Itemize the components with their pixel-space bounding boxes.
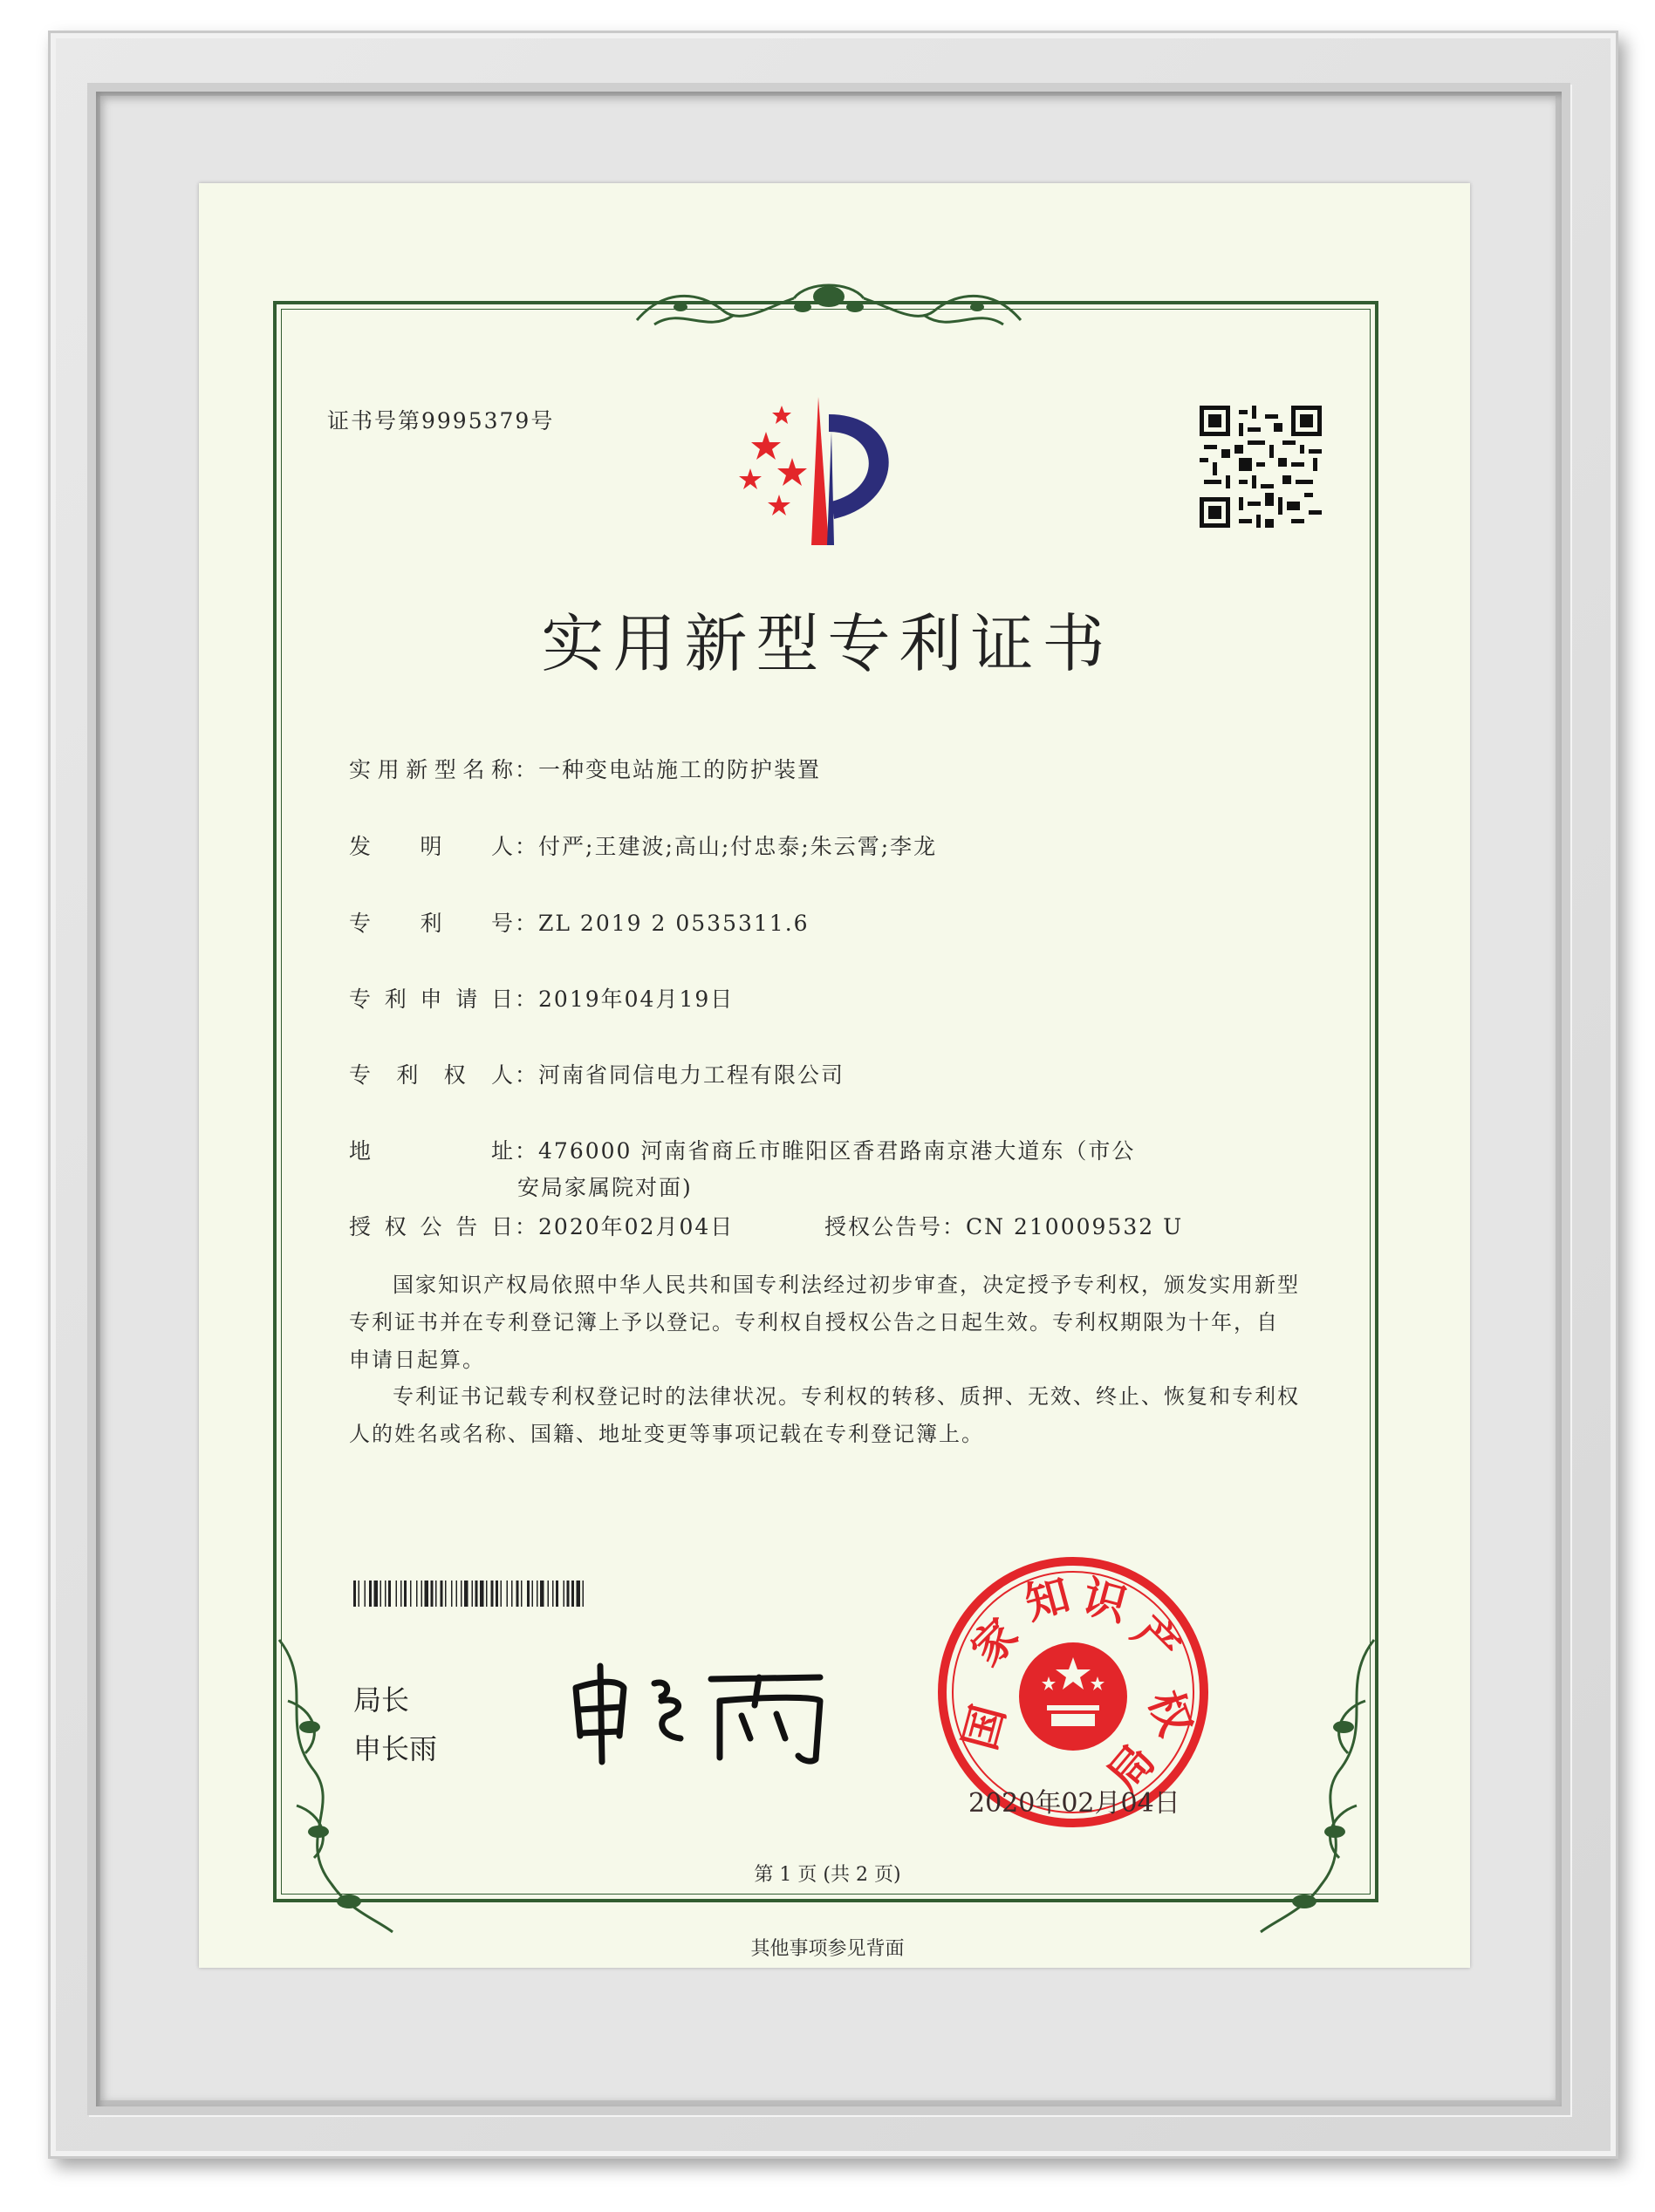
field-value: ZL 2019 2 0535311.6 <box>538 911 810 936</box>
bottom-right-ornament-icon <box>1252 1631 1392 1945</box>
field-value: CN 210009532 U <box>966 1214 1184 1239</box>
field-application-date: 专利申请日：2019年04月19日 <box>349 982 734 1014</box>
page-indicator: 第 1 页 (共 2 页) <box>754 1864 901 1886</box>
svg-text:局: 局 <box>1098 1735 1166 1801</box>
field-value: 476000 河南省商丘市睢阳区香君路南京港大道东（市公 <box>538 1138 1136 1164</box>
signatory-name: 申长雨 <box>353 1732 438 1765</box>
patent-office-logo-icon <box>731 397 923 554</box>
field-label: 专利号 <box>349 911 515 936</box>
field-label: 专利权人 <box>349 1062 515 1088</box>
field-grant-date: 授权公告日：2020年02月04日 <box>349 1210 734 1241</box>
body-paragraph-1: 国家知识产权局依照中华人民共和国专利法经过初步审查，决定授予专利权，颁发实用新型专利证书并在专利登记簿上予以登记。专利权自授权公告之日起生效。专利权期限为十年，自申请日起算。 <box>349 1273 1300 1372</box>
field-label: 实用新型名称 <box>349 757 515 782</box>
field-patentee: 专利权人：河南省同信电力工程有限公司 <box>349 1058 845 1089</box>
svg-text:识: 识 <box>1077 1571 1133 1632</box>
barcode-icon <box>353 1580 672 1607</box>
field-utility-model-name: 实用新型名称：一种变电站施工的防护装置 <box>349 753 821 784</box>
field-value: 2019年04月19日 <box>538 987 735 1012</box>
svg-text:权: 权 <box>1139 1683 1201 1743</box>
body-paragraph-2: 专利证书记载专利权登记时的法律状况。专利权的转移、质押、无效、终止、恢复和专利权人的姓名或名称、国籍、地址变更等事项记载在专利登记簿上。 <box>349 1384 1300 1446</box>
svg-text:国: 国 <box>954 1699 1016 1756</box>
field-value: 2020年02月04日 <box>538 1214 735 1239</box>
field-inventors: 发明人：付严;王建波;高山;付忠泰;朱云霄;李龙 <box>349 830 937 861</box>
field-label: 地址 <box>349 1138 515 1164</box>
field-address-line2: 安局家属院对面) <box>517 1175 693 1200</box>
top-ornament-icon <box>628 272 1029 342</box>
field-label: 授权公告号 <box>824 1214 943 1239</box>
field-grant-number: 授权公告号：CN 210009532 U <box>824 1214 1184 1239</box>
field-address: 地址：476000 河南省商丘市睢阳区香君路南京港大道东（市公 <box>349 1134 1135 1165</box>
field-label: 专利申请日 <box>349 987 515 1012</box>
field-value: 一种变电站施工的防护装置 <box>538 757 822 782</box>
svg-text:知: 知 <box>1019 1569 1076 1630</box>
field-patent-number: 专利号：ZL 2019 2 0535311.6 <box>349 906 810 938</box>
seal-date: 2020年02月04日 <box>968 1788 1180 1819</box>
handwritten-signature-icon <box>558 1653 838 1766</box>
field-value: 河南省同信电力工程有限公司 <box>538 1062 845 1088</box>
signatory-title: 局长 <box>353 1683 410 1717</box>
svg-text:家: 家 <box>961 1608 1029 1676</box>
svg-text:产: 产 <box>1122 1606 1190 1674</box>
certificate-number: 证书号第9995379号 <box>327 408 555 434</box>
field-label: 发明人 <box>349 834 515 859</box>
certificate-title: 实用新型专利证书 <box>541 607 1114 680</box>
back-note: 其他事项参见背面 <box>750 1938 905 1960</box>
field-label: 授权公告日 <box>349 1214 515 1239</box>
qr-code-icon <box>1200 406 1322 528</box>
field-value: 付严;王建波;高山;付忠泰;朱云霄;李龙 <box>538 834 938 859</box>
